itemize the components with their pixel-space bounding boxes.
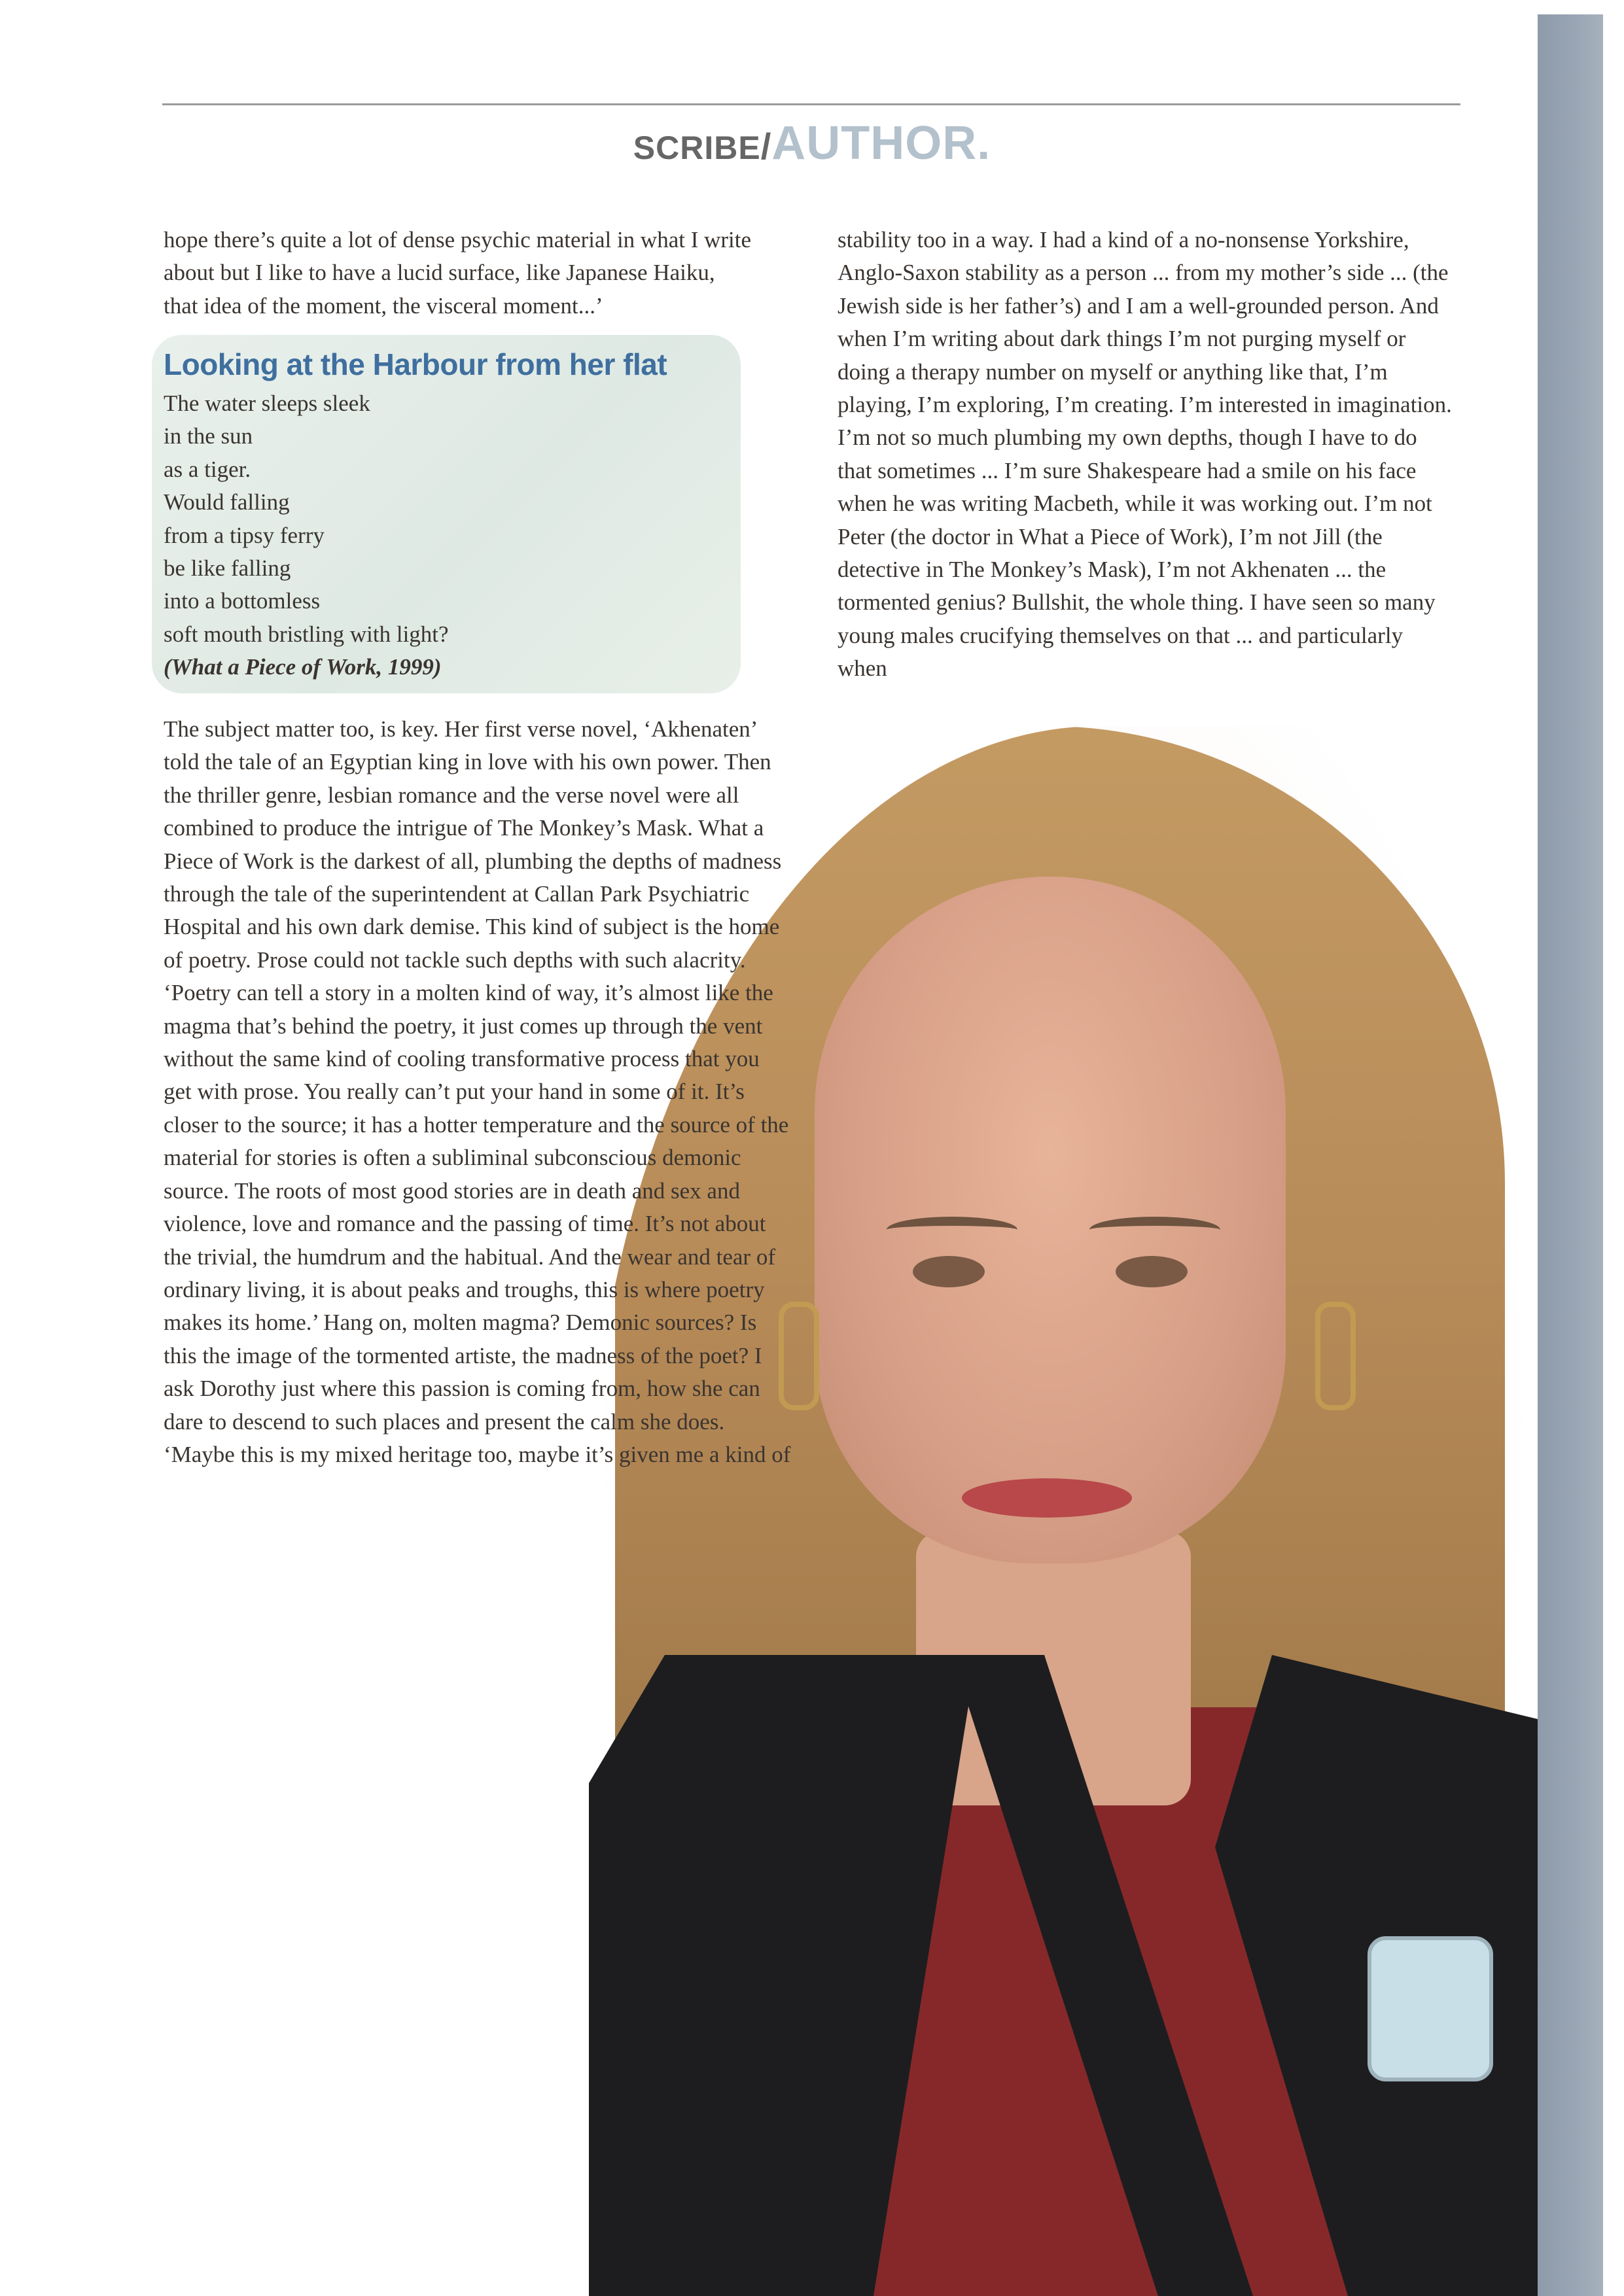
poem-line: in the sun (164, 423, 253, 449)
poem-title: Looking at the Harbour from her flat (164, 347, 667, 381)
portrait-face (815, 877, 1286, 1563)
left-column-main (164, 713, 792, 1471)
section-label-scribe: SCRIBE (633, 130, 761, 166)
poem-line: be like falling (164, 555, 291, 581)
portrait-eye-right (1116, 1256, 1188, 1287)
portrait-mouth (962, 1478, 1132, 1518)
poem-line: Would falling (164, 489, 290, 515)
section-label-author: AUTHOR. (771, 117, 991, 169)
portrait-eye-left (913, 1256, 985, 1287)
header-rule (162, 103, 1460, 105)
poem-line: from a tipsy ferry (164, 522, 325, 548)
poem-line: as a tiger. (164, 456, 251, 482)
portrait-brow-left (887, 1217, 1017, 1243)
left-column-main-text: The subject matter too, is key. Her first verse novel, ‘Akhenaten’ told the tale of an Egyptian king in love with his own power. Then the thriller genre, lesbian romance and the verse novel were all combined to produce the intrigue of The Monkey’s Mask. What a Piece of Work is the darkest of all, plumbing the depths of madness through the tale of the superintendent at Callan Park Psychiatric Hospital and his own dark demise. This kind of subject is the home of poetry. Prose could not tackle such depths with such alacrity. ‘Poetry can tell a story in a molten kind of way, it’s almost like the magma that’s behind the poetry, it just comes up through the vent without the same kind of cooling transformative process that you get with prose. You really can’t put your hand in some of it. It’s closer to the source; it has a hotter temperature and the source of the material for stories is often a subliminal subconscious demonic source. The roots of most good stories are in death and sex and violence, love and romance and the passing of time. It’s not about the trivial, the humdrum and the habitual. And the wear and tear of ordinary living, it is about peaks and troughs, this is where poetry makes its home.’ Hang on, molten magma? Demonic sources? Is this the image of the tormented artiste, the madness of the poet? I ask Dorothy just where this passion is coming from, how she can dare to descend to such places and present the calm she does. ‘Maybe this is my mixed heritage too, maybe it’s given me a kind of (164, 716, 791, 1467)
portrait-earring-right (1315, 1302, 1356, 1410)
poem-line: into a bottomless (164, 588, 321, 614)
poem-line: soft mouth bristling with light? (164, 621, 449, 647)
section-header (0, 116, 1624, 170)
poem-citation: (What a Piece of Work, 1999) (164, 654, 442, 680)
left-column-intro: hope there’s quite a lot of dense psychic material in what I write about but I like to have a lucid surface, like Japanese Haiku, that idea of the moment, the visceral moment...’ (164, 227, 752, 319)
poem-body (164, 387, 622, 684)
section-separator: / (760, 126, 772, 167)
poem-line: The water sleeps sleek (164, 391, 370, 416)
portrait-brooch (1368, 1936, 1493, 2081)
page-edge-strip (1538, 14, 1603, 2296)
portrait-brow-right (1089, 1217, 1220, 1243)
right-column-text: stability too in a way. I had a kind of a no-nonsense Yorkshire, Anglo-Saxon stability as a person ... from my mother’s side ... (the Jewish side is her father’s) and I am a well-grounded person. And when I’m writing about dark things I’m not purging myself or doing a therapy number on myself or anything like that, I’m playing, I’m exploring, I’m creating. I’m interested in imagination. I’m not so much plumbing my own depths, though I have to do that sometimes ... I’m sure Shakespeare had a smile on his face when he was writing Macbeth, while it was working out. I’m not Peter (the doctor in What a Piece of Work), I’m not Jill (the detective in The Monkey’s Mask), I’m not Akhenaten ... the tormented genius? Bullshit, the whole thing. I have seen so many young males crucifying themselves on that ... and particularly when (838, 227, 1452, 682)
